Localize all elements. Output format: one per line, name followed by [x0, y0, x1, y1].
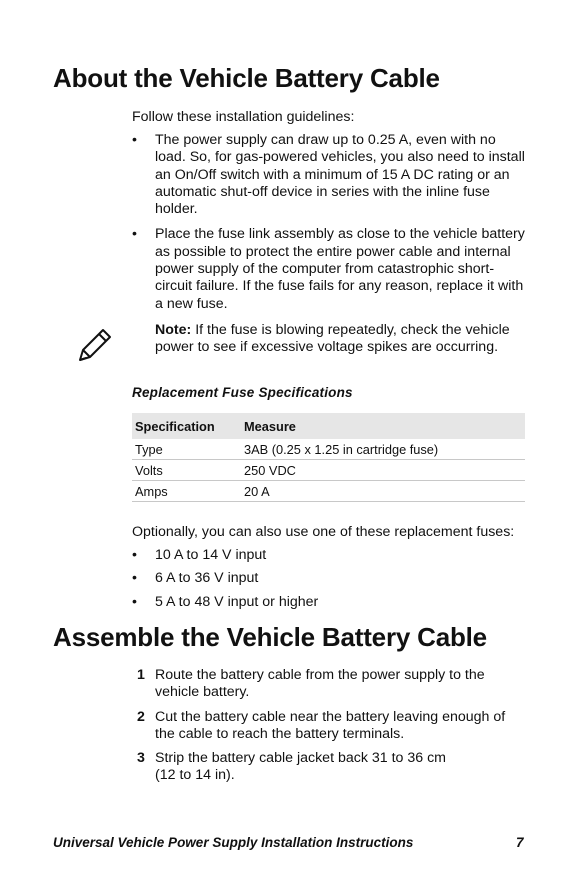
- table-row: [132, 481, 525, 502]
- table-cell: 20 A: [241, 481, 525, 502]
- note-text: If the fuse is blowing repeatedly, check the vehicle power to see if excessive voltage spikes are occurring.: [155, 322, 510, 356]
- list-item-text: 5 A to 48 V input or higher: [155, 593, 319, 610]
- step-text: Route the battery cable from the power supply to the vehicle battery.: [155, 667, 485, 701]
- step-item: [132, 709, 527, 744]
- list-item: [132, 547, 527, 564]
- note-callout: [155, 322, 527, 357]
- list-item: [132, 570, 527, 587]
- note-label: Note:: [155, 322, 192, 338]
- step-item: [132, 750, 527, 785]
- step-number: 1: [137, 667, 145, 683]
- list-item: [132, 226, 527, 312]
- table-cell: Type: [132, 439, 241, 460]
- list-item-text: 6 A to 36 V input: [155, 570, 259, 587]
- list-item-text: The power supply can draw up to 0.25 A, even with no load. So, for gas-powered vehicles, you also need to install an On/Off switch with a minimum of 15 A DC rating or an automatic shut-off device in series with the inline fuse holder.: [155, 132, 525, 218]
- bullet-icon: •: [132, 570, 137, 587]
- column-header-measure: Measure: [241, 413, 525, 439]
- step-text: Cut the battery cable near the battery leaving enough of the cable to reach the battery terminals.: [155, 708, 506, 742]
- list-item: [132, 132, 527, 218]
- guidelines-list: [132, 132, 527, 313]
- step-number: 2: [137, 708, 145, 725]
- optional-intro: Optionally, you can also use one of these replacement fuses:: [132, 524, 515, 540]
- fuse-spec-table: [132, 413, 525, 502]
- step-item: [132, 667, 527, 702]
- bullet-icon: •: [132, 593, 137, 610]
- section-heading-about: About the Vehicle Battery Cable: [53, 63, 440, 93]
- section-heading-assemble: Assemble the Vehicle Battery Cable: [53, 622, 487, 652]
- list-item-text: 10 A to 14 V input: [155, 547, 267, 563]
- step-number: 3: [137, 750, 145, 767]
- table-cell: Amps: [132, 481, 241, 502]
- bullet-icon: •: [132, 132, 137, 148]
- bullet-icon: •: [132, 547, 137, 563]
- column-header-specification: Specification: [132, 413, 241, 439]
- step-text: Strip the battery cable jacket back 31 to 36 cm (12 to 14 in).: [155, 750, 446, 784]
- page-number: 7: [516, 835, 524, 850]
- table-cell: Volts: [132, 460, 241, 481]
- optional-fuse-list: [132, 547, 527, 611]
- table-cell: 3AB (0.25 x 1.25 in cartridge fuse): [241, 439, 525, 460]
- footer-title: Universal Vehicle Power Supply Installation Instructions: [53, 835, 414, 850]
- table-cell: 250 VDC: [241, 460, 525, 481]
- table-row: [132, 439, 525, 460]
- assembly-steps: [132, 667, 527, 785]
- list-item: [132, 594, 527, 611]
- table-header-row: [132, 413, 525, 439]
- list-item-text: Place the fuse link assembly as close to the vehicle battery as possible to protect the entire power cable and internal power supply of the computer from catastrophic short-circuit failure. If the fuse fails for any reason, replace it with a new fuse.: [155, 226, 525, 312]
- bullet-icon: •: [132, 226, 137, 243]
- table-title: Replacement Fuse Specifications: [132, 385, 353, 400]
- pencil-icon: [74, 326, 114, 366]
- guidelines-intro: Follow these installation guidelines:: [132, 109, 355, 125]
- table-row: [132, 460, 525, 481]
